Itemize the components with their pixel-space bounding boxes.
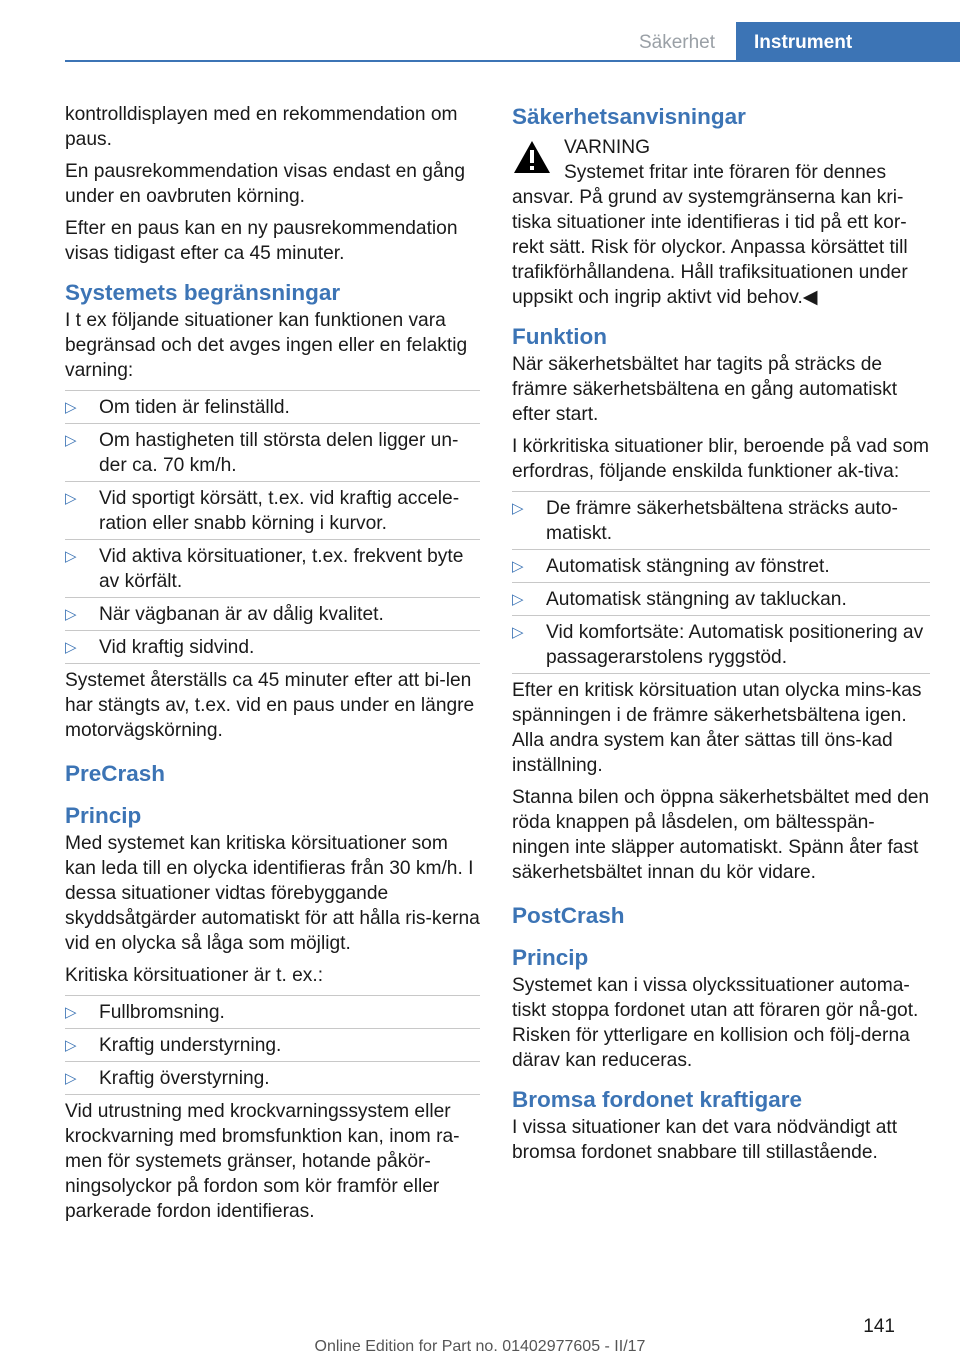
paragraph: Stanna bilen och öppna säkerhetsbältet med den röda knappen på låsdelen, om bältesspän-ningen inte släpper automatiskt. Spänn åter fast säkerhetsbältet innan du kör vidare. <box>512 787 930 883</box>
list-item: ▷ Kraftig överstyrning. <box>65 1061 480 1094</box>
list-item: ▷ Automatisk stängning av takluckan. <box>512 582 930 615</box>
left-column <box>65 102 480 1231</box>
heading-funktion: Funktion <box>512 324 607 349</box>
list-item: ▷ Automatisk stängning av fönstret. <box>512 549 930 582</box>
paragraph: En pausrekommendation visas endast en gång under en oavbruten körning. <box>65 161 465 207</box>
heading-bromsa-fordonet: Bromsa fordonet kraftigare <box>512 1087 803 1112</box>
list-item: ▷ Fullbromsning. <box>65 995 480 1028</box>
heading-systemets-begransningar: Systemets begränsningar <box>65 280 341 305</box>
list-item: ▷ De främre säkerhetsbältena sträcks auto-matiskt. <box>512 491 930 549</box>
right-column <box>512 102 930 1172</box>
tab-instrument[interactable]: Instrument <box>736 22 960 62</box>
paragraph: I vissa situationer kan det vara nödvändigt att bromsa fordonet snabbare till stillastående. <box>512 1117 898 1163</box>
warning-block <box>512 135 930 160</box>
paragraph: I körkritiska situationer blir, beroende på vad som erfordras, följande enskilda funktioner ak-tiva: <box>512 436 929 482</box>
paragraph: Systemet återställs ca 45 minuter efter att bi-len har stängts av, t.ex. vid en paus under en längre motorvägskörning. <box>65 663 480 743</box>
list-item: ▷ Vid aktiva körsituationer, t.ex. frekvent byte av körfält. <box>65 539 480 597</box>
warning-label: VARNING <box>564 137 650 158</box>
triangle-bullet-icon: ▷ <box>65 432 77 449</box>
triangle-bullet-icon: ▷ <box>512 591 524 608</box>
triangle-bullet-icon: ▷ <box>65 548 77 565</box>
list-item: ▷ Kraftig understyrning. <box>65 1028 480 1061</box>
list-item: ▷ Om hastigheten till största delen ligger un-der ca. 70 km/h. <box>65 423 480 481</box>
tab-sakerhet[interactable]: Säkerhet <box>638 32 716 53</box>
heading-princip: Princip <box>512 945 589 970</box>
triangle-bullet-icon: ▷ <box>65 1037 77 1054</box>
critical-situations-list <box>65 995 480 1094</box>
triangle-bullet-icon: ▷ <box>65 1004 77 1021</box>
paragraph: Med systemet kan kritiska körsituationer som kan leda till en olycka identifieras från 30 km/h. I dessa situationer vidtas förebyggande skyddsåtgärder automatiskt för att hålla ris-kerna vid en olycka så låga som möjligt. <box>65 833 480 954</box>
page-number: 141 <box>863 1316 895 1337</box>
list-item: ▷ Vid komfortsäte: Automatisk positionering av passagerarstolens ryggstöd. <box>512 615 930 673</box>
paragraph: kontrolldisplayen med en rekommendation om paus. <box>65 104 458 150</box>
triangle-bullet-icon: ▷ <box>65 399 77 416</box>
warning-text: Systemet fritar inte föraren för dennes ansvar. På grund av systemgränserna kan kri-tiska situationer inte identifieras i tid på ett kor-rekt sätt. Risk för olyckor. Anpassa körsättet till trafikförhållandena. Håll trafiksituationen under uppsikt och ingrip aktivt vid behov.◀ <box>512 162 908 308</box>
warning-triangle-icon <box>512 139 552 175</box>
triangle-bullet-icon: ▷ <box>65 490 77 507</box>
paragraph: När säkerhetsbältet har tagits på sträcks de främre säkerhetsbältena en gång automatiskt efter start. <box>512 354 898 425</box>
list-item: ▷ Vid sportigt körsätt, t.ex. vid kraftig accele-ration eller snabb körning i kurvor. <box>65 481 480 539</box>
triangle-bullet-icon: ▷ <box>65 606 77 623</box>
edition-footer: Online Edition for Part no. 01402977605 - II/17 <box>314 1338 646 1355</box>
heading-princip: Princip <box>65 803 142 828</box>
heading-sakerhetsanvisningar: Säkerhetsanvisningar <box>512 104 746 129</box>
list-item: ▷ Om tiden är felinställd. <box>65 390 480 423</box>
paragraph: Efter en paus kan en ny pausrekommendation visas tidigast efter ca 45 minuter. <box>65 218 458 264</box>
triangle-bullet-icon: ▷ <box>65 1070 77 1087</box>
header-rule <box>65 60 960 62</box>
paragraph: Kritiska körsituationer är t. ex.: <box>65 965 324 986</box>
list-item: ▷ Vid kraftig sidvind. <box>65 630 480 663</box>
paragraph: Vid utrustning med krockvarningssystem eller krockvarning med bromsfunktion kan, inom ra-men för systemets gränser, hotande påkör-ningsolyckor på fordon som kör framför eller parkerade fordon identifieras. <box>65 1094 480 1224</box>
heading-postcrash: PostCrash <box>512 903 625 928</box>
limits-list <box>65 390 480 663</box>
paragraph: Systemet kan i vissa olyckssituationer automa-tiskt stoppa fordonet utan att föraren gör nå-got. Risken för ytterligare en kollision och följ-derna därav kan reduceras. <box>512 975 919 1071</box>
functions-list <box>512 491 930 673</box>
paragraph: Efter en kritisk körsituation utan olycka mins-kas spänningen i de främre säkerhetsbältena igen. Alla andra system kan åter sättas till öns-kad inställning. <box>512 673 930 778</box>
list-item: ▷ När vägbanan är av dålig kvalitet. <box>65 597 480 630</box>
heading-precrash: PreCrash <box>65 761 166 786</box>
triangle-bullet-icon: ▷ <box>512 558 524 575</box>
triangle-bullet-icon: ▷ <box>512 500 524 517</box>
paragraph: I t ex följande situationer kan funktionen vara begränsad och det avges ingen eller en felaktig varning: <box>65 310 468 381</box>
triangle-bullet-icon: ▷ <box>512 624 524 641</box>
page-header <box>0 0 960 62</box>
triangle-bullet-icon: ▷ <box>65 639 77 656</box>
